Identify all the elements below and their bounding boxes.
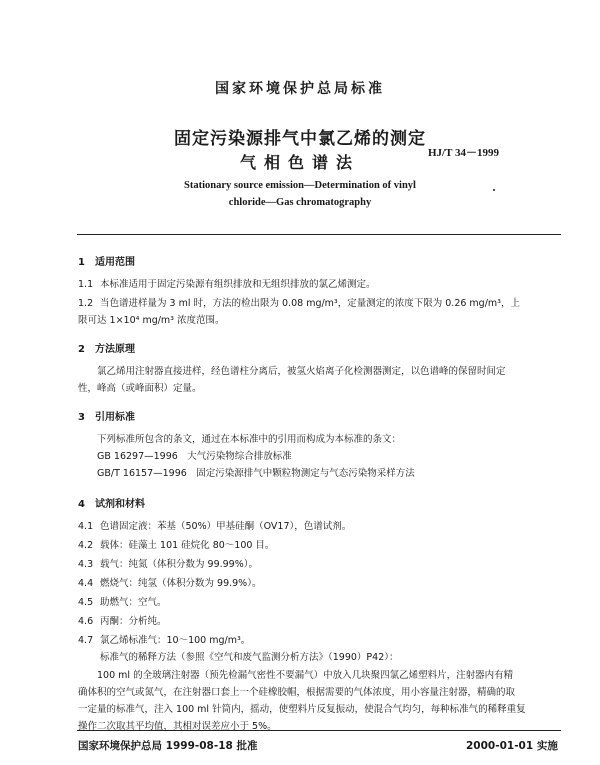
dilution-text-line: 操作二次取其平均值，其相对误差应小于 5%。 bbox=[78, 718, 277, 735]
header-divider bbox=[77, 234, 561, 235]
dilution-text-line: 一定量的标准气，注入 100 ml 针筒内，摇动，使塑料片反复振动，使混合气均匀，每种标准气的稀释重复 bbox=[78, 704, 526, 715]
standard-code: HJ/T 34－1999 bbox=[428, 147, 500, 159]
clause-text: 载体：硅藻土 101 硅烷化 80～100 目。 bbox=[100, 540, 275, 551]
clause-number: 4.5 bbox=[78, 597, 94, 608]
clause-text: 氯乙烯标准气：10～100 mg/m³。 bbox=[100, 635, 251, 646]
document-subtitle: 气相色谱法 bbox=[239, 153, 360, 172]
clause-number: 4.1 bbox=[78, 521, 94, 532]
clause-text: 燃烧气：纯氢（体积分数为 99.9%）。 bbox=[100, 578, 262, 589]
issuing-body: 国家环境保护总局标准 bbox=[215, 81, 385, 97]
clause-text: 丙酮：分析纯。 bbox=[100, 616, 167, 627]
clause-text: 当色谱进样量为 3 ml 时，方法的检出限为 0.08 mg/m³，定量测定的浓度下限为 0.26 mg/m³，上 bbox=[100, 298, 520, 309]
reference-item: GB/T 16157—1996 固定污染源排气中颗粒物测定与气态污染物采样方法 bbox=[97, 468, 415, 479]
clause-number: 1.2 bbox=[78, 298, 94, 309]
section-heading-reagents: 4 试剂和材料 bbox=[78, 499, 145, 510]
clause-text: 助燃气：空气。 bbox=[100, 597, 167, 608]
clause-number: 4.3 bbox=[78, 559, 94, 570]
document-title: 固定污染源排气中氯乙烯的测定 bbox=[174, 129, 426, 149]
clause-text: 色谱固定液：苯基（50%）甲基硅酮（OV17），色谱试剂。 bbox=[100, 521, 352, 532]
dilution-text-line: 100 ml 的全玻璃注射器（预先检漏气密性不要漏气）中放入几块聚四氯乙烯塑料片，注射器内有精 bbox=[97, 670, 514, 681]
implementation-date: 2000-01-01 实施 bbox=[466, 740, 558, 752]
clause-text: 本标准适用于固定污染源有组织排放和无组织排放的氯乙烯测定。 bbox=[100, 279, 376, 290]
dilution-method-title: 标准气的稀释方法（参照《空气和废气监测分析方法》（1990）P42）： bbox=[100, 652, 399, 663]
principle-text-line2: 性，峰高（或峰面积）定量。 bbox=[78, 383, 202, 394]
principle-text-line1: 氯乙烯用注射器直接进样，经色谱柱分离后，被氢火焰离子化检测器测定，以色谱峰的保留时间定 bbox=[97, 366, 506, 377]
english-title-line1: Stationary source emission—Determination of vinyl bbox=[184, 180, 416, 191]
clause-continuation: 限可达 1×10⁴ mg/m³ 浓度范围。 bbox=[78, 315, 225, 326]
clause-number: 4.7 bbox=[78, 635, 94, 646]
clause-number: 4.4 bbox=[78, 578, 94, 589]
approval-date: 国家环境保护总局 1999-08-18 批准 bbox=[78, 740, 258, 752]
references-intro: 下列标准所包含的条文，通过在本标准中的引用而构成为本标准的条文： bbox=[97, 434, 402, 445]
footer-divider bbox=[77, 730, 561, 731]
clause-number: 1.1 bbox=[78, 279, 94, 290]
section-heading-references: 3 引用标准 bbox=[78, 412, 135, 423]
clause-text: 载气：纯氮（体积分数为 99.99%）。 bbox=[100, 559, 258, 570]
clause-number: 4.2 bbox=[78, 540, 94, 551]
reference-item: GB 16297—1996 大气污染物综合排放标准 bbox=[97, 451, 292, 462]
english-title-line2: chloride—Gas chromatography bbox=[228, 197, 372, 208]
dilution-text-line: 确体积的空气或氮气，在注射器口套上一个硅橡胶帽，根据需要的气体浓度，用小容量注射器，精确的取 bbox=[78, 687, 516, 698]
section-heading-principle: 2 方法原理 bbox=[78, 344, 135, 355]
section-heading-scope: 1 适用范围 bbox=[78, 257, 135, 268]
clause-number: 4.6 bbox=[78, 616, 94, 627]
scan-dot bbox=[493, 189, 495, 191]
